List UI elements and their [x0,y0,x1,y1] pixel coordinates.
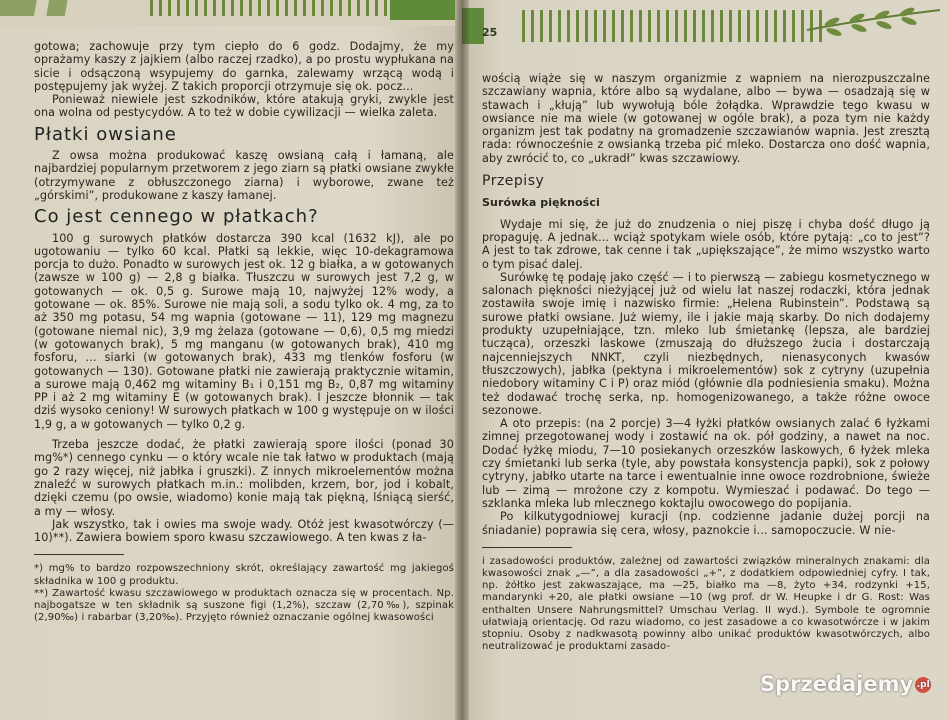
stripe-ornament [150,0,390,16]
paragraph: Trzeba jeszcze dodać, że płatki zawierają spore ilości (ponad 30 mg%*) cennego cynku — o który wcale nie tak łatwo w produktach (mają go 2 razy więcej, niż jabłka i gruszki). Z innych mikroelementów można znaleźć w surowych płatkach m.in.: molibden, krzem, bor, jod i kobalt, dzięki czemu (po owsie, wiadomo) konie mają tak piękną, lśniącą sierść, a my — włosy. [34,438,454,518]
paragraph: A oto przepis: (na 2 porcje) 3—4 łyżki płatków owsianych zalać 6 łyżkami zimnej przegotowanej wody i zostawić na ok. pół godziny, a nawet na noc. Dodać łyżkę miodu, 7—10 posiekanych orzeszków laskowych, 6 łyżek mleka czy śmietanki lub serka (tyle, aby powstała konsystencja papki), sok z połowy cytryny, jabłko utarte na tarce i ewentualnie inne owoce rozdrobnione, świeże lub — zimą — mrożone czy z kompotu. Wymieszać i podawać. Do tego — szklanka mleka lub mlecznego koktajlu owocowego do popijania. [482,417,930,510]
heading-przepisy: Przepisy [482,173,545,190]
footnote-rule [482,547,572,548]
watermark-badge: .pl [915,677,931,693]
wheat-ornament-icon [802,4,942,44]
book-gutter [455,0,469,720]
watermark [760,672,931,696]
footnotes [34,563,454,624]
recipe-title: Surówka piękności [482,196,600,210]
paragraph: Jak wszystko, tak i owies ma swoje wady. Otóż jest kwasotwórczy (—10)**). Zawiera bowiem sporo kwasu szczawiowego. A ten kwas z ła- [34,517,454,545]
paragraph: 100 g surowych płatków dostarcza 390 kcal (1632 kJ), ale po ugotowaniu — tylko 60 kcal. Płatki są lekkie, więc 10-dekagramowa porcja to dużo. Ponadto w surowych jest ok. 12 g białka, a w gotowanych (zawsze w 100 g) — 2,8 g białka. Tłuszczu w surowych jest 7,2 g, w gotowanych — ok. 0,5 g. Surowe mają 10, najwyżej 12% wody, a gotowane — ok. 85%. Surowe nie mają soli, a sodu tylko ok. 4 mg, za to aż 350 mg potasu, 54 mg wapnia (gotowane — 11), 129 mg magnezu (gotowane niemal nic), 3,9 mg żelaza (gotowane — 0,6), 0,5 mg miedzi (w gotowanych brak), 5 mg manganu (w gotowanych brak), 410 mg fosforu, ... siarki (w gotowanych brak), 433 mg tlenków fosforu (w gotowanych — 130). Gotowane płatki nie zawierają praktycznie witamin, a surowe mają 0,462 mg witaminy B₁ i 0,151 mg B₂, 0,87 mg witaminy PP i aż 2 mg witaminy E (w gotowanych brak). I jeszcze błonnik — tak dziś wysoko ceniony! W surowych płatkach w 100 g występuje on w ilości 1,9 g, a w gotowanych — tylko 0,2 g. [34,231,454,431]
right-header-band [462,0,947,46]
right-column [482,72,930,653]
paragraph: gotowa; zachowuje przy tym ciepło do 6 godz. Dodajmy, że my oprażamy kaszy z jajkiem (albo raczej rzadko), a po prostu wypłukana na sicie i odsączoną wsypujemy do garnka, zalewamy wrzącą wodą i postępujemy jak wyżej. Z takich proporcji otrzymuje się ok. pocz... [34,40,454,93]
footnote: *) mg% to bardzo rozpowszechniony skrót, określający zawartość mg jakiegoś składnika w 100 g produktu. [34,563,454,587]
left-header-band [0,0,455,26]
left-column [34,40,454,624]
left-page [0,0,462,720]
footnotes [482,556,930,654]
heading-platki-owsiane: Płatki owsiane [34,123,177,145]
footnote: **) Zawartość kwasu szczawiowego w produktach oznacza się w procentach. Np. najbogatsze w ten składnik są suszone figi (1,2%), szczaw (2,70‰), szpinak (2,90‰) i rabarbar (3,20‰). Przyjęto również oznaczanie ogólnej kwasowości [34,587,454,624]
green-bar [390,0,455,20]
paragraph: Z owsa można produkować kaszę owsianą całą i łamaną, ale najbardziej popularnym przetworem z jego ziarn są płatki owsiane zwykłe (otrzymywane z obłuszczonego ziarna) i wyborowe, zwane też „górskimi”, produkowane z kaszy łamanej. [34,149,454,202]
wheat-ornament-icon [0,0,120,16]
page-number: 25 [482,26,498,39]
paragraph: wością wiąże się w naszym organizmie z wapniem na nierozpuszczalne szczawiany wapnia, które albo są wydalane, albo — bywa — osadzają się w stawach i „kłują” lub wywołują bóle żołądka. Wprawdzie tego kwasu w owsiance nie ma wiele (w gotowanej w ogóle brak), a poza tym nie każdy organizm jest tak podatny na gromadzenie szczawianów wapnia. Jest zresztą rada: równocześnie z owsianką trzeba pić mleko. Dostarcza ono dość wapnia, aby zwrócić to, co „ukradł” kwas szczawiowy. [482,72,930,165]
footnote: i zasadowości produktów, zależnej od zawartości związków mineralnych znakami: dla kwasowości znak „—”, a dla zasadowości „+”, z dodatkiem odpowiedniej cyfry. I tak, np. żółtko jest zakwaszające, ma —25, białko ma —8, żyto +34, rodzynki +15, mandarynki +20, ale płatki owsiane —10 (wg prof. dr W. Heupke i dr G. Rost: Was enthalten Unsere Nahrungsmittel? Umschau Verlag. II wyd.). Symbole te ogromnie ułatwiają orientację. Od razu wiadomo, co jest zasadowe a co kwasotwórcze i w jakim stopniu. Osoby z nadkwasotą powinny albo unikać produktów kwasotwórczych, albo neutralizować je produktami zasado- [482,555,930,653]
paragraph: Wydaje mi się, że już do znudzenia o niej piszę i chyba dość długo ją propaguję. A jednak... wciąż spotykam wiele osób, które pytają: „co to jest”? A jest to tak zdrowe, tak cenne i tak „upiększające”, że mimo wszystko warto o tym pisać dalej. [482,217,930,271]
right-page [462,0,947,720]
paragraph: Po kilkutygodniowej kuracji (np. codzienne jadanie dużej porcji na śniadanie) poprawia się cera, włosy, paznokcie i... samopoczucie. W nie- [482,510,930,537]
stripe-ornament [522,10,822,42]
paragraph: Ponieważ niewiele jest szkodników, które atakują gryki, zwykle jest ona wolna od pestycydów. A to też w dobie cywilizacji — wielka zaleta. [34,93,454,120]
heading-co-jest-cennego: Co jest cennego w płatkach? [34,206,319,228]
watermark-text: Sprzedajemy [760,672,914,696]
footnote-rule [34,554,124,555]
paragraph: Surówkę tę podaję jako część — i to pierwszą — zabiegu kosmetycznego w salonach piękności nieżyjącej już od wielu lat naszej rodaczki, która jednak zostawiła swoje imię i nazwisko firmie: „Helena Rubinstein”. Podstawą są surowe płatki owsiane. Już wiemy, ile i jakie mają skarby. Do nich dodajemy produkty uzupełniające, tzn. mleko lub śmietankę (lepsza, ale bardziej tucząca), orzeszki laskowe (zmuszają do dłuższego żucia i dostarczają najcenniejszych NNKT, czyli niezbędnych, nienasyconych kwasów tłuszczowych), jabłka (pektyna i mikroelementów) sok z cytryny (uzupełnia niedobory witaminy C i P) oraz miód (głównie dla podniesienia smaku). Można też dodawać trochę serka, np. homogenizowanego, a także różne owoce sezonowe. [482,270,930,417]
